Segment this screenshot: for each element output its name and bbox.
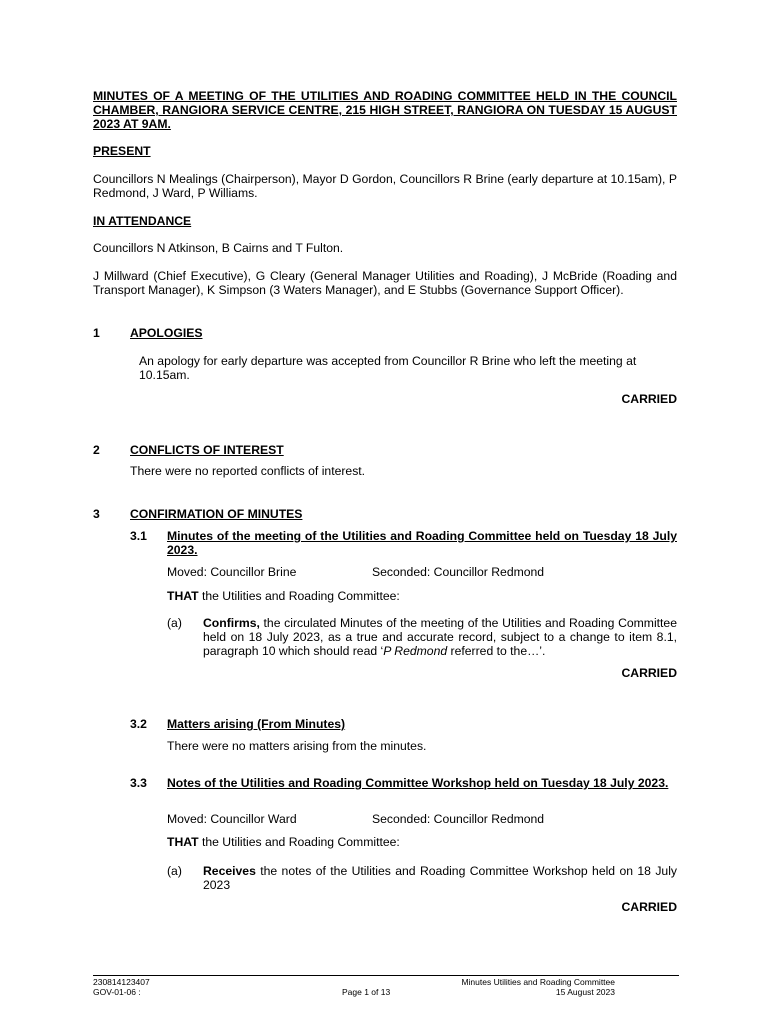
footer-date: 15 August 2023 (555, 987, 615, 997)
footer-doc-id: 230814123407 (93, 977, 150, 987)
item-3-1-seconded: Seconded: Councillor Redmond (372, 565, 545, 579)
confirms-keyword: Confirms, (203, 616, 260, 630)
confirms-tail: referred to the…’. (447, 644, 546, 658)
section-2-number: 2 (93, 443, 100, 457)
item-3-3-a-label: (a) (167, 864, 182, 878)
footer-ref: GOV-01-06 : (93, 987, 141, 997)
section-1-text: An apology for early departure was accepted from Councillor R Brine who left the meeting at 10.15am. (139, 354, 637, 382)
document-title: MINUTES OF A MEETING OF THE UTILITIES AND ROADING COMMITTEE HELD IN THE COUNCIL CHAMBER, RANGIORA SERVICE CENTRE, 215 HIGH STREET, RANGIORA ON TUESDAY 15 AUGUST 2023 AT 9AM. (93, 89, 677, 131)
present-heading: PRESENT (93, 144, 151, 158)
section-3-number: 3 (93, 507, 100, 521)
section-3-heading: CONFIRMATION OF MINUTES (130, 507, 303, 521)
section-2-text: There were no reported conflicts of interest. (130, 464, 366, 478)
item-3-3-number: 3.3 (130, 776, 147, 790)
item-3-3-heading: Notes of the Utilities and Roading Committee Workshop held on Tuesday 18 July 2023. (167, 776, 669, 790)
section-1-heading: APOLOGIES (130, 326, 203, 340)
that-keyword: THAT (167, 589, 199, 603)
footer-doc-title: Minutes Utilities and Roading Committee (461, 977, 615, 987)
section-1-carried: CARRIED (621, 392, 677, 406)
item-3-1-heading: Minutes of the meeting of the Utilities and Roading Committee held on Tuesday 18 July 2023. (167, 529, 677, 557)
item-3-2-heading: Matters arising (From Minutes) (167, 717, 346, 731)
confirms-body: the circulated Minutes of the meeting of the Utilities and Roading Committee held on 18 July 2023, as a true and accurate record, subject to a change to item 8.1, paragraph 10 which should read ‘ (203, 616, 677, 658)
that-rest: the Utilities and Roading Committee: (198, 589, 400, 603)
item-3-3-a-text (203, 864, 677, 892)
attendance-heading: IN ATTENDANCE (93, 214, 192, 228)
item-3-1-resolution-intro (167, 589, 400, 603)
present-text: Councillors N Mealings (Chairperson), Mayor D Gordon, Councillors R Brine (early departure at 10.15am), P Redmond, J Ward, P Williams. (93, 172, 677, 200)
item-3-1-number: 3.1 (130, 529, 147, 543)
item-3-2-number: 3.2 (130, 717, 147, 731)
that-keyword: THAT (167, 835, 199, 849)
item-3-1-moved: Moved: Councillor Brine (167, 565, 297, 579)
item-3-3-carried: CARRIED (621, 900, 677, 914)
attendance-councillors: Councillors N Atkinson, B Cairns and T Fulton. (93, 241, 344, 255)
receives-keyword: Receives (203, 864, 256, 878)
section-1-number: 1 (93, 326, 100, 340)
attendance-staff: J Millward (Chief Executive), G Cleary (General Manager Utilities and Roading), J McBride (Roading and Transport Manager), K Simpson (3 Waters Manager), and E Stubbs (Governance Support Officer). (93, 269, 677, 297)
item-3-3-moved: Moved: Councillor Ward (167, 812, 297, 826)
that-rest: the Utilities and Roading Committee: (198, 835, 400, 849)
item-3-2-text: There were no matters arising from the minutes. (167, 739, 427, 753)
item-3-3-seconded: Seconded: Councillor Redmond (372, 812, 545, 826)
footer-page-number: Page 1 of 13 (342, 987, 391, 997)
item-3-1-a-text (203, 616, 677, 658)
item-3-1-carried: CARRIED (621, 666, 677, 680)
footer-rule (93, 975, 679, 976)
receives-body: the notes of the Utilities and Roading Committee Workshop held on 18 July 2023 (203, 864, 677, 892)
item-3-3-resolution-intro (167, 835, 400, 849)
item-3-1-a-label: (a) (167, 616, 182, 630)
confirms-italic: P Redmond (383, 644, 448, 658)
section-2-heading: CONFLICTS OF INTEREST (130, 443, 284, 457)
